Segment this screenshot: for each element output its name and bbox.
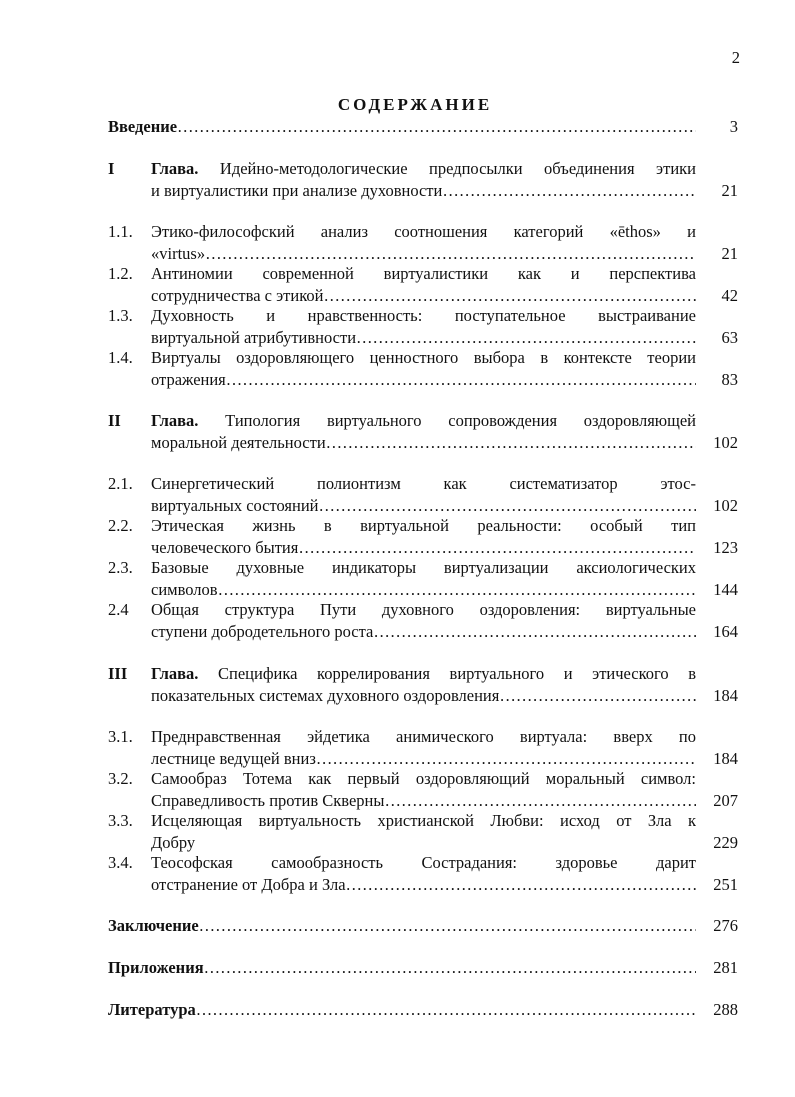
section-title-line1: Синергетический полионтизм как систематизатор этос- (151, 474, 696, 493)
chapter-title-line2: показательных системах духовного оздоровления (151, 686, 500, 705)
section-number: 1.3. (108, 306, 133, 325)
chapter-page: 184 (713, 686, 738, 705)
chapter-head: Глава. (151, 411, 199, 430)
chapter-title-line1: Идейно-методологические предпосылки объединения этики (219, 159, 696, 178)
section-title-line2: отстранение от Добра и Зла (151, 875, 346, 894)
chapter-head: Глава. (151, 159, 199, 178)
section-number: 2.2. (108, 516, 133, 535)
section-page: 144 (713, 580, 738, 599)
chapter-number: I (108, 159, 115, 178)
page-number: 2 (731, 48, 740, 67)
section-title-line2: отражения (151, 370, 226, 389)
chapter-number: II (108, 411, 121, 430)
section-number: 3.1. (108, 727, 133, 746)
section-title-line2: символов (151, 580, 218, 599)
chapter-title-line2: и виртуалистики при анализе духовности (151, 181, 443, 200)
section-title-line2: Добру (151, 833, 196, 852)
section-title-line2: лестнице ведущей вниз (151, 749, 316, 768)
section-page: 164 (713, 622, 738, 641)
section-page: 42 (721, 286, 738, 305)
section-title-line1: Этико-философский анализ соотношения категорий «ēthos» и (151, 222, 696, 241)
toc-references-page: 288 (713, 1000, 738, 1019)
section-title-line1: Общая структура Пути духовного оздоровления: виртуальные (151, 600, 696, 619)
toc-conclusion-label: Заключение (108, 916, 199, 935)
toc-appendix-page: 281 (713, 958, 738, 977)
section-title-line1: Этическая жизнь в виртуальной реальности: особый тип (151, 516, 696, 535)
section-number: 1.2. (108, 264, 133, 283)
chapter-title-line2: моральной деятельности (151, 433, 326, 452)
section-number: 2.3. (108, 558, 133, 577)
section-title-line1: Теософская самообразность Сострадания: здоровье дарит (151, 853, 696, 872)
chapter-title-line1: Типология виртуального сопровождения оздоровляющей (225, 411, 696, 430)
section-title-line1: Антиномии современной виртуалистики как и перспектива (151, 264, 696, 283)
toc-intro-page: 3 (729, 117, 738, 136)
section-title-line2: Справедливость против Скверны (151, 791, 385, 810)
section-page: 63 (721, 328, 738, 347)
section-title-line2: человеческого бытия (151, 538, 299, 557)
chapter-page: 102 (713, 433, 738, 452)
section-title-line1: Преднравственная эйдетика анимического виртуала: вверх по (151, 727, 696, 746)
section-number: 3.3. (108, 811, 133, 830)
toc-references-label: Литература (108, 1000, 196, 1019)
section-number: 3.4. (108, 853, 133, 872)
chapter-page: 21 (721, 181, 738, 200)
section-title-line1: Виртуалы оздоровляющего ценностного выбора в контексте теории (151, 348, 696, 367)
section-title-line1: Базовые духовные индикаторы виртуализации аксиологических (151, 558, 696, 577)
section-number: 1.1. (108, 222, 133, 241)
section-page: 102 (713, 496, 738, 515)
chapter-number: III (108, 664, 128, 683)
section-title-line2: сотрудничества с этикой (151, 286, 324, 305)
section-page: 83 (721, 370, 738, 389)
section-title-line1: Самообраз Тотема как первый оздоровляющий моральный символ: (151, 769, 696, 788)
section-number: 2.4 (108, 600, 129, 619)
section-title-line2: виртуальной атрибутивности (151, 328, 357, 347)
section-page: 123 (713, 538, 738, 557)
section-title-line2: ступени добродетельного роста (151, 622, 374, 641)
toc-appendix-label: Приложения (108, 958, 204, 977)
section-title-line1: Духовность и нравственность: поступательное выстраивание (151, 306, 696, 325)
section-page: 251 (713, 875, 738, 894)
toc-intro-label: Введение (108, 117, 178, 136)
section-page: 207 (713, 791, 738, 810)
toc-conclusion-page: 276 (713, 916, 738, 935)
page-title: СОДЕРЖАНИЕ (337, 95, 493, 114)
chapter-head: Глава. (151, 664, 199, 683)
section-title-line2: виртуальных состояний (151, 496, 319, 515)
section-number: 1.4. (108, 348, 133, 367)
section-title-line2: «virtus» (151, 244, 206, 263)
chapter-title-line1: Специфика коррелирования виртуального и этического в (218, 664, 696, 683)
section-page: 229 (713, 833, 738, 852)
section-page: 21 (721, 244, 738, 263)
section-number: 2.1. (108, 474, 133, 493)
section-page: 184 (713, 749, 738, 768)
section-number: 3.2. (108, 769, 133, 788)
section-title-line1: Исцеляющая виртуальность христианской Любви: исход от Зла к (151, 811, 696, 830)
